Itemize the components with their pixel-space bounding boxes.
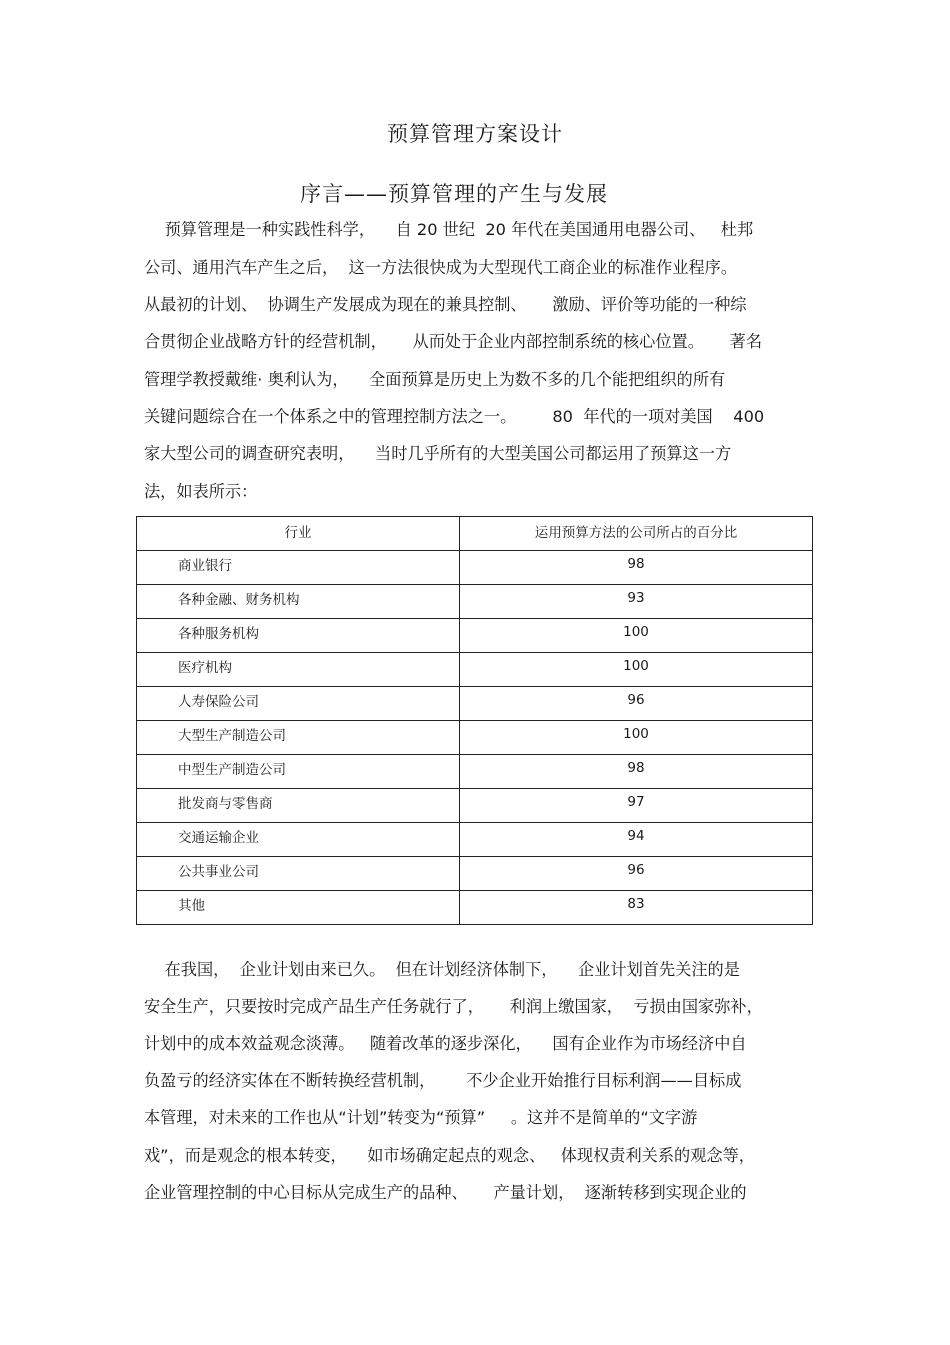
paragraph-line: 关键问题综合在一个体系之中的管理控制方法之一。 80 年代的一项对美国 400 xyxy=(144,407,765,426)
table-row xyxy=(137,788,813,822)
percent-cell: 96 xyxy=(460,856,813,890)
industry-cell: 交通运输企业 xyxy=(137,822,460,856)
paragraph-line: 企业管理控制的中心目标从完成生产的品种、 产量计划， 逐渐转移到实现企业的 xyxy=(144,1183,747,1202)
table-row xyxy=(137,856,813,890)
table-row xyxy=(137,754,813,788)
industry-cell: 公共事业公司 xyxy=(137,856,460,890)
paragraph-line: 本管理，对未来的工作也从“计划”转变为“预算” 。这并不是简单的“文字游 xyxy=(144,1108,698,1127)
industry-cell: 各种金融、财务机构 xyxy=(137,584,460,618)
table-header-row xyxy=(137,517,813,551)
percent-cell: 98 xyxy=(460,550,813,584)
percent-cell: 97 xyxy=(460,788,813,822)
table-row xyxy=(137,822,813,856)
percent-cell: 100 xyxy=(460,720,813,754)
industry-cell: 商业银行 xyxy=(137,550,460,584)
header-percent: 运用预算方法的公司所占的百分比 xyxy=(460,517,813,551)
paragraph-line: 公司、通用汽车产生之后， 这一方法很快成为大型现代工商企业的标准作业程序。 xyxy=(144,258,738,277)
percent-cell: 98 xyxy=(460,754,813,788)
percent-cell: 96 xyxy=(460,686,813,720)
table-row xyxy=(137,890,813,924)
percent-cell: 83 xyxy=(460,890,813,924)
industry-cell: 人寿保险公司 xyxy=(137,686,460,720)
percent-cell: 100 xyxy=(460,618,813,652)
budget-usage-table xyxy=(136,516,813,925)
paragraph-line: 管理学教授戴维· 奥利认为， 全面预算是历史上为数不多的几个能把组织的所有 xyxy=(144,370,726,389)
document-title: 预算管理方案设计 xyxy=(387,122,563,146)
paragraph-line: 负盈亏的经济实体在不断转换经营机制， 不少企业开始推行目标利润——目标成 xyxy=(144,1071,742,1090)
industry-cell: 中型生产制造公司 xyxy=(137,754,460,788)
table-row xyxy=(137,584,813,618)
industry-cell: 批发商与零售商 xyxy=(137,788,460,822)
table-row xyxy=(137,550,813,584)
table-row xyxy=(137,618,813,652)
industry-cell: 大型生产制造公司 xyxy=(137,720,460,754)
paragraph-line: 合贯彻企业战略方针的经营机制， 从而处于企业内部控制系统的核心位置。 著名 xyxy=(144,332,763,351)
paragraph-line: 家大型公司的调查研究表明， 当时几乎所有的大型美国公司都运用了预算这一方 xyxy=(144,444,732,463)
paragraph-line: 从最初的计划、 协调生产发展成为现在的兼具控制、 激励、评价等功能的一种综 xyxy=(144,295,747,314)
paragraph-line: 戏”，而是观念的根本转变， 如市场确定起点的观念、 体现权责利关系的观念等， xyxy=(144,1146,755,1165)
industry-cell: 其他 xyxy=(137,890,460,924)
industry-cell: 医疗机构 xyxy=(137,652,460,686)
paragraph-line: 安全生产，只要按时完成产品生产任务就行了， 利润上缴国家， 亏损由国家弥补， xyxy=(144,997,763,1016)
percent-cell: 94 xyxy=(460,822,813,856)
section-heading: 序言——预算管理的产生与发展 xyxy=(300,182,608,206)
table-row xyxy=(137,686,813,720)
table-row xyxy=(137,720,813,754)
percent-cell: 93 xyxy=(460,584,813,618)
percent-cell: 100 xyxy=(460,652,813,686)
industry-cell: 各种服务机构 xyxy=(137,618,460,652)
paragraph-line: 在我国， 企业计划由来已久。 但在计划经济体制下， 企业计划首先关注的是 xyxy=(144,960,740,979)
header-industry: 行业 xyxy=(137,517,460,551)
table-row xyxy=(137,652,813,686)
paragraph-line: 预算管理是一种实践性科学， 自 20 世纪 20 年代在美国通用电器公司、 杜邦 xyxy=(144,220,754,239)
paragraph-line: 计划中的成本效益观念淡薄。 随着改革的逐步深化， 国有企业作为市场经济中自 xyxy=(144,1034,747,1053)
paragraph-line: 法，如表所示： xyxy=(144,482,258,501)
